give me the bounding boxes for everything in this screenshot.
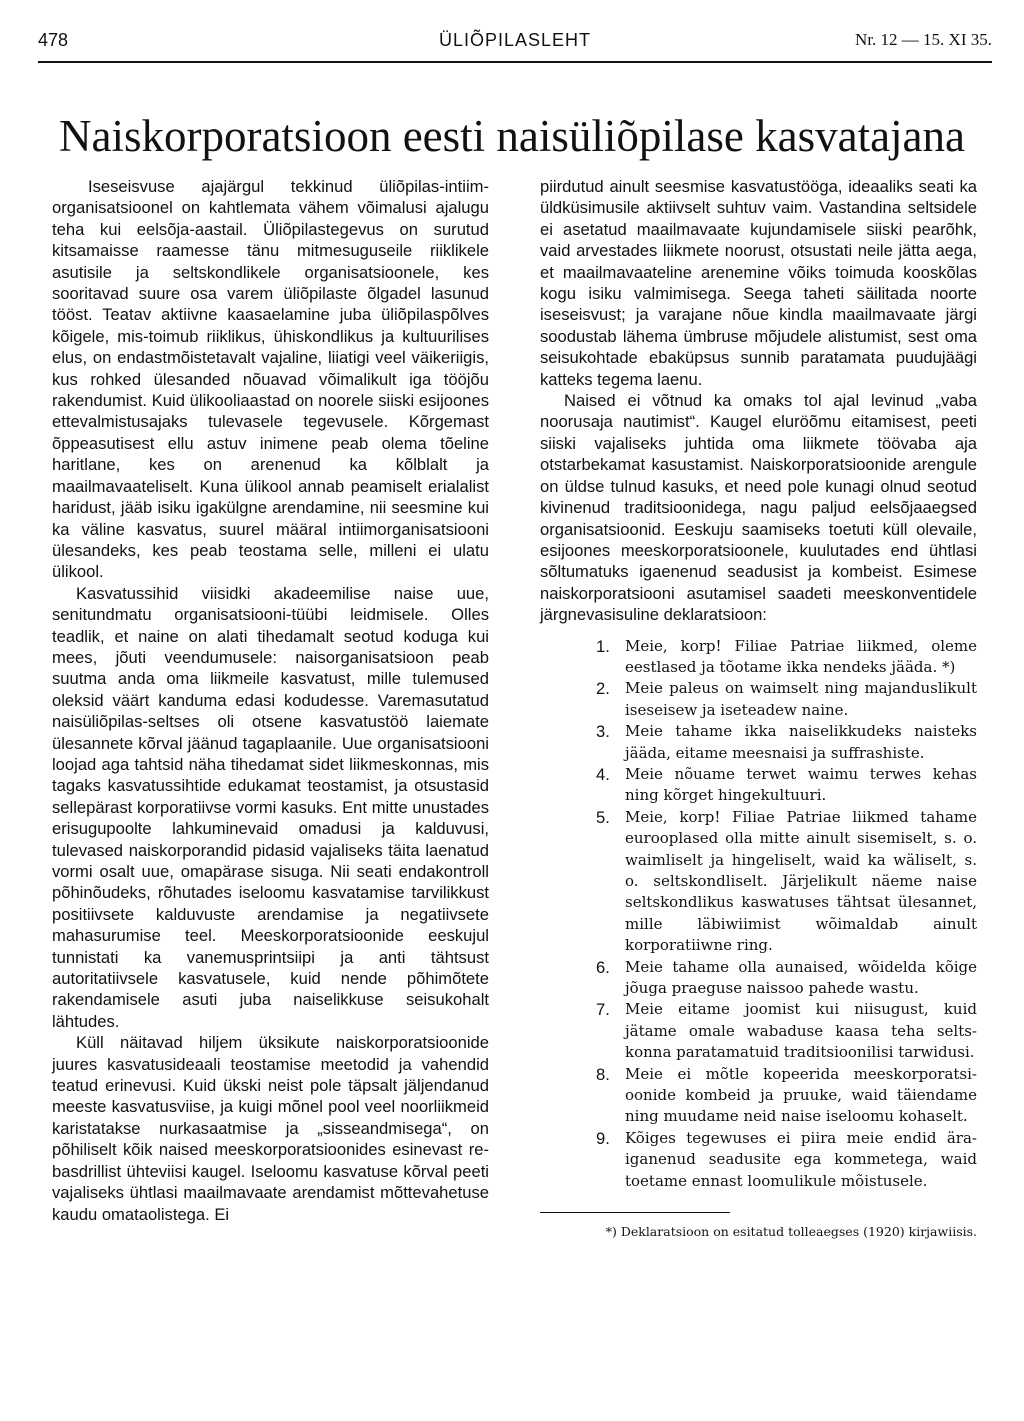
declaration-item <box>540 1064 977 1128</box>
declaration-item <box>540 764 977 807</box>
paragraph: Iseseisvuse ajajärgul tekkinud üliõpilas-intiimorganisatsioonel on kahtlemata vähem võimalusi ajalugu teha kui eelsõja-aastail. Üliõpilastegevus on surutud kitsamaisse raamesse tänu mitmesuguseile riiklikele asutisile ja seltskondlikele organisatsioonele, kes sooritavad suure osa varem üliõpilaste õlgadel lasunud tööst. Teatav aktiivne kaasaelamine juba üliõpilaspõlves kõigele, mis-toimub riiklikus, ühiskondlikus ja kultuurilises elus, on endastmõistetavalt vajaline, liiatigi veel väikeriigis, kus rohked ülesanded nõuavad võimalikult iga tööjõu rakendumist. Kuid ülikooliaastad on noorele siiski esijoones ettevalmistusajaks tulevasele tegevusele. Kõrgemast õppeasutisest ellu astuv inimene peab olema tõeline haritlane, kes on arenenud ka kõlblalt ja maailmavaateliselt. Kuna ülikool annab peamiselt erialalist haridust, jääb isiku igakülgne arendamine, nii seesmine kui ka väline kasvatus, suurel määral intiimorganisatsiooni ülesandeks, kes peab teostama selle, milleni ei ulatu ülikool. <box>52 177 489 582</box>
declaration-item <box>540 1128 977 1192</box>
article-title: Naiskorporatsioon eesti naisüliõpilase kasvatajana <box>59 111 965 161</box>
declaration-list <box>540 636 977 1193</box>
item-text: Kõiges tegewuses ei piira meie endid äraiganenud seadusite ega kommetega, waid toetame ennast loomulikule mõistusele. <box>625 1128 977 1190</box>
item-number: 1. <box>596 636 610 656</box>
left-column <box>52 176 489 1225</box>
header-rule <box>38 61 992 63</box>
item-number: 5. <box>596 807 610 827</box>
declaration-item <box>540 999 977 1063</box>
declaration-item <box>540 957 977 1000</box>
item-number: 2. <box>596 679 610 699</box>
item-text: Meie eitame joomist kui niisugust, kuid jätame omale wabaduse kaasa teha seltskonna paratamatuid traditsioonilisi tarwidusi. <box>625 1000 977 1062</box>
declaration-item <box>540 807 977 957</box>
item-text: Meie tahame olla aunaised, wõideldа kõige jõuga praegusе naissoo pahede wastu. <box>625 957 977 998</box>
item-number: 4. <box>596 764 610 784</box>
item-text: Meie tahame ikka naiselikkudeks naisteks jääda, eitame meesnaisi ja suffrashiste. <box>625 722 977 762</box>
journal-name: ÜLIÕPILASLEHT <box>438 30 592 50</box>
issue-info: Nr. 12 — 15. XI 35. <box>855 30 992 49</box>
declaration-item <box>540 678 977 721</box>
footnote: *) Deklaratsioon on esitatud tolleaegses (1920) kirjawiisis. <box>605 1224 977 1240</box>
item-text: Meie nõuame terwet waimu terwes kehas ning kõrget hingekultuuri. <box>625 764 977 805</box>
item-number: 8. <box>596 1064 610 1084</box>
paragraph: Küll näitavad hiljem üksikute naiskorporatsioonide juures kasvatusideaali teostamise meetodid ja vahendid teatud erinevusi. Kuid ükski neist pole täpsalt jäljendanud meeste kasvatusviise, ja kuigi mõnel pool veel noorliikmeid karistatakse nurkasaatmise ja „sisseandmisega“, on põhiliselt kõik naised meeskorporatsioonides esinevast rebasdrillist ühteviisi kaugel. Iseloomu kasvatuse kõrval peeti vajaliseks ühtlasi maailmavaate arendamist mõttevahetuse kaudu omataolistega. Ei <box>52 1033 489 1224</box>
paragraph: Kasvatussihid viisidki akadeemilise naise uue, senitundmatu organisatsiooni-tüübi leidmisele. Olles teadlik, et naine on alati tihedamalt seotud koduga kui mees, jõuti veendumusele: naisorganisatsioon peab suutma anda oma liikmeile kasvatust, mille tulemused oleksid väärt kanduma edasi kodudesse. Varemasutatud naisüliõpilas-seltses oli otsene kasvatustöö laiemate ülesannete kõrval jäänud tagaplaanile. Uue organisatsiooni loojad aga tahtsid näha tihedamat sidet liikmeskonnas, mis tagaks kasvatussihtide edukamat teostamist, ja otsustasid sellepärast korporatiivse vormi kasuks. Ent mitte unustades erisugupoolte lahkuminevaid omadusi ja kalduvusi, tulevased naiskorporandid pidasid vajaliseks täita laenatud vormi osalt uue, omapärase sisuga. Nii seati endakontroll põhinõudeks, rõhutades iseloomu kasvatamise tarvilikkust positiivsete kalduvuste arendamise ja negatiivsete mahasurumise teel. Meeskorporatsioonide eeskujul tunnistati ka vanemusprintsiipi ja anti tähtsust autoritatiivsele kasvatusele, kuid nende põhimõtete rakendamisele asuti juba naiselikkuse seisukohalt lähtudes. <box>52 583 489 1031</box>
item-number: 6. <box>596 957 610 977</box>
item-text: Meie ei mõtle kopeerida meeskorporatsioonide kombeid ja pruuke, waid täiendame ning muudame neid naise iseloomu kohaselt. <box>625 1064 977 1126</box>
footnote-rule <box>540 1212 730 1213</box>
item-number: 7. <box>596 1000 610 1020</box>
item-text: Meie, korp! Filiae Patriae liikmed, oleme eestlased ja tõotame ikka nendeks jääda. *) <box>625 636 977 676</box>
paragraph: Naised ei võtnud ka omaks tol ajal levinud „vaba noorusaja nautimist“. Kaugel eluröõmu eitamisest, peeti siiski vajaliseks juhtida oma liikmete töövaba aja otstarbekamat kasustamist. Naiskorporatsioonide arengule on üldse tulnud kasuks, et need pole kunagi olnud seotud kivinenud traditsioonidega, nagu paljud eelsõjaaegsed organisatsioonid. Eeskuju saamiseks toetuti küll olevaile, esijoones meeskorporatsioonele, kuulutades end ühtlasi sõltumatuks igaenenud seadusist ja kombeist. Esimese naiskorporatsiooni asutamisel saadeti meeskonventidele järgnevasisuline deklaratsioon: <box>540 391 977 625</box>
declaration-item <box>540 636 977 679</box>
item-number: 9. <box>596 1128 610 1148</box>
paragraph: piirdutud ainult seesmise kasvatustööga, ideaaliks seati ka üldküsimusile aktiivselt suhtuv vaim. Vastandina seltsidele ei asetatud maailmavaate kujundamisele siiski pearõhk, vaid arvestades liikmete noorust, otsustati neile jätta aega, et maailmavaateline arenemine võiks toimuda kooskõlas kogu isiku valmimisega. Seega taheti säilitada noorte iseseisvust; ja varajane nõue kindla maailmavaate järgi soodustab lähema ümbruse mõjudele alistumist, sest oma seisukohtade ebaküpsus sunnib paratamata puudujäägi katteks tegema laenu. <box>540 177 977 389</box>
item-text: Meie, korp! Filiae Patriae liikmed tahame eurooplased olla mitte ainult sisemiselt, s. o. waimliselt ja hingeliselt, waid ka wäliselt, s. o. seltskondliselt. Järjelikult näeme naise seltskondlikus kaswatuses tähtsat ülesannet, mille läbiwiimist wõimaldab ainult korporatiiwne ring. <box>625 807 977 955</box>
page-header <box>38 22 992 58</box>
page-number: 478 <box>38 30 69 50</box>
right-column <box>540 176 977 1243</box>
item-text: Meie paleus on waimselt ning majanduslikult iseseisew ja iseteadew naine. <box>625 679 977 719</box>
item-number: 3. <box>596 722 610 742</box>
declaration-item <box>540 721 977 764</box>
